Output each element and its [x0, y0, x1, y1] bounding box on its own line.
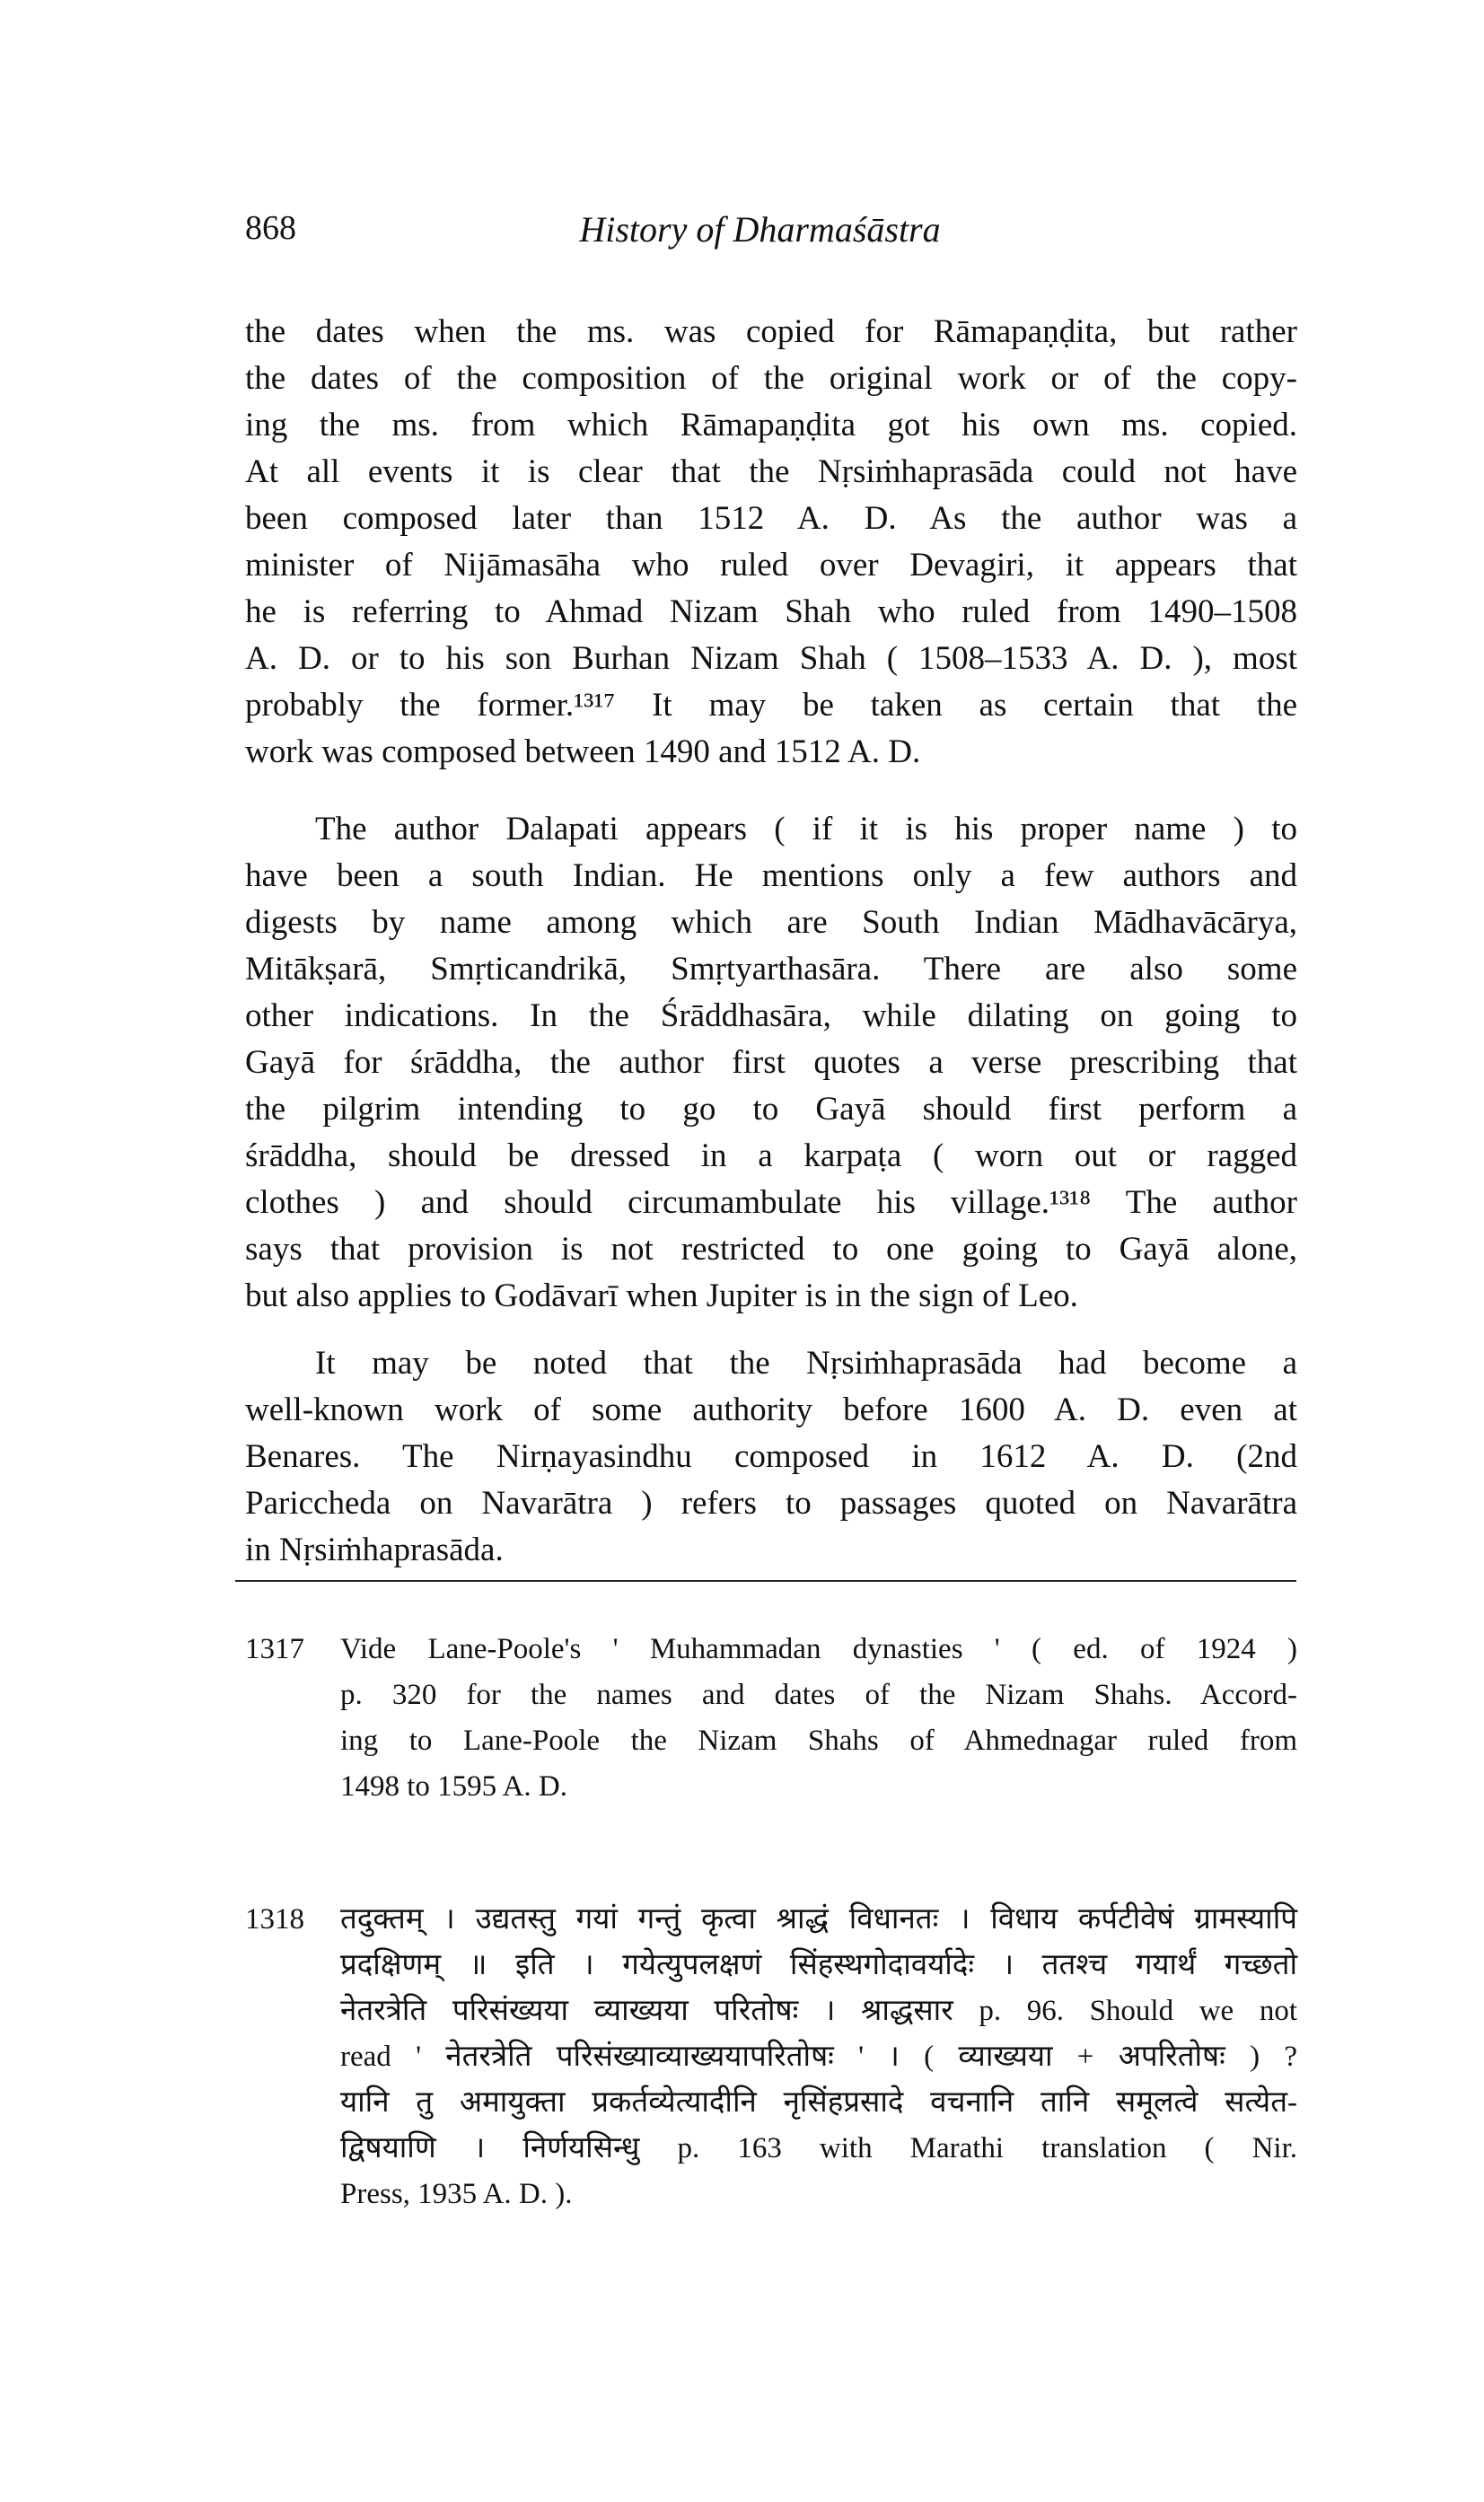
page-number: 868 — [245, 209, 296, 247]
text-line: ing to Lane-Poole the Nizam Shahs of Ahmednagar ruled from — [340, 1725, 1297, 1757]
text-line: the dates when the ms. was copied for Rāmapaṇḍita, but rather — [245, 313, 1297, 350]
text-line: Mitākṣarā, Smṛticandrikā, Smṛtyarthasāra. There are also some — [245, 951, 1297, 988]
text-line: p. 320 for the names and dates of the Nizam Shahs. Accord- — [340, 1679, 1297, 1711]
text-line: have been a south Indian. He mentions only a few authors and — [245, 857, 1297, 894]
text-line: in Nṛsiṁhaprasāda. — [245, 1532, 504, 1568]
footnote-divider — [235, 1580, 1296, 1582]
text-line: clothes ) and should circumambulate his village.¹³¹⁸ The author — [245, 1184, 1297, 1221]
text-line: ing the ms. from which Rāmapaṇḍita got his own ms. copied. — [245, 407, 1297, 443]
paragraph-1 — [245, 309, 1297, 776]
text-line: यानि तु अमायुक्ता प्रकर्तव्येत्यादीनि नृसिंहप्रसादे वचनानि तानि समूलत्वे सत्येत- — [340, 2086, 1297, 2119]
text-line: but also applies to Godāvarī when Jupiter is in the sign of Leo. — [245, 1277, 1078, 1314]
text-line: Pariccheda on Navarātra ) refers to passages quoted on Navarātra — [245, 1485, 1297, 1522]
footnote-number: 1318 — [245, 1903, 304, 1936]
text-line: The author Dalapati appears ( if it is his proper name ) to — [315, 811, 1297, 847]
text-line: Benares. The Nirṇayasindhu composed in 1612 A. D. (2nd — [245, 1438, 1297, 1475]
text-line: read ' नेतरत्रेति परिसंख्याव्याख्ययापरितोषः ' । ( व्याख्यया + अपरितोषः ) ? — [340, 2041, 1297, 2073]
text-line: तदुक्तम् । उद्यतस्तु गयां गन्तुं कृत्वा श्राद्धं विधानतः । विधाय कर्पटीवेषं ग्रामस्यापि — [340, 1903, 1297, 1936]
text-line: been composed later than 1512 A. D. As the author was a — [245, 500, 1297, 537]
text-line: the dates of the composition of the original work or of the copy- — [245, 360, 1297, 397]
text-line: well-known work of some authority before 1600 A. D. even at — [245, 1391, 1297, 1428]
text-line: he is referring to Ahmad Nizam Shah who ruled from 1490–1508 — [245, 593, 1297, 630]
text-line: digests by name among which are South Indian Mādhavācārya, — [245, 904, 1297, 941]
text-line: the pilgrim intending to go to Gayā should first perform a — [245, 1091, 1297, 1128]
text-line: work was composed between 1490 and 1512 A. D. — [245, 733, 921, 770]
paragraph-2 — [245, 806, 1297, 1320]
text-line: probably the former.¹³¹⁷ It may be taken as certain that the — [245, 687, 1297, 724]
text-line: प्रदक्षिणम् ॥ इति । गयेत्युपलक्षणं सिंहस्थगोदावर्यादेः । ततश्च गयार्थं गच्छतो — [340, 1949, 1297, 1981]
text-line: Gayā for śrāddha, the author first quotes a verse prescribing that — [245, 1044, 1297, 1081]
footnote-1318 — [245, 1897, 1297, 2217]
text-line: नेतरत्रेति परिसंख्यया व्याख्यया परितोषः । श्राद्धसार p. 96. Should we not — [340, 1995, 1297, 2027]
text-line: द्विषयाणि । निर्णयसिन्धु p. 163 with Marathi translation ( Nir. — [340, 2132, 1297, 2164]
text-line: Vide Lane-Poole's ' Muhammadan dynasties ' ( ed. of 1924 ) — [340, 1633, 1297, 1665]
text-line: śrāddha, should be dressed in a karpaṭa ( worn out or ragged — [245, 1137, 1297, 1174]
text-line: says that provision is not restricted to one going to Gayā alone, — [245, 1231, 1297, 1268]
text-line: It may be noted that the Nṛsiṁhaprasāda had become a — [315, 1345, 1297, 1382]
running-title: History of Dharmaśāstra — [579, 209, 941, 250]
footnote-text — [340, 1897, 1297, 2217]
footnote-text — [340, 1627, 1297, 1810]
text-line: Press, 1935 A. D. ). — [340, 2178, 573, 2210]
footnote-number: 1317 — [245, 1633, 304, 1665]
text-line: 1498 to 1595 A. D. — [340, 1770, 568, 1803]
paragraph-3 — [245, 1340, 1297, 1574]
text-line: minister of Nijāmasāha who ruled over Devagiri, it appears that — [245, 547, 1297, 584]
text-line: A. D. or to his son Burhan Nizam Shah ( 1508–1533 A. D. ), most — [245, 640, 1297, 677]
footnote-1317 — [245, 1627, 1297, 1810]
text-line: At all events it is clear that the Nṛsiṁhaprasāda could not have — [245, 453, 1297, 490]
text-line: other indications. In the Śrāddhasāra, while dilating on going to — [245, 997, 1297, 1034]
